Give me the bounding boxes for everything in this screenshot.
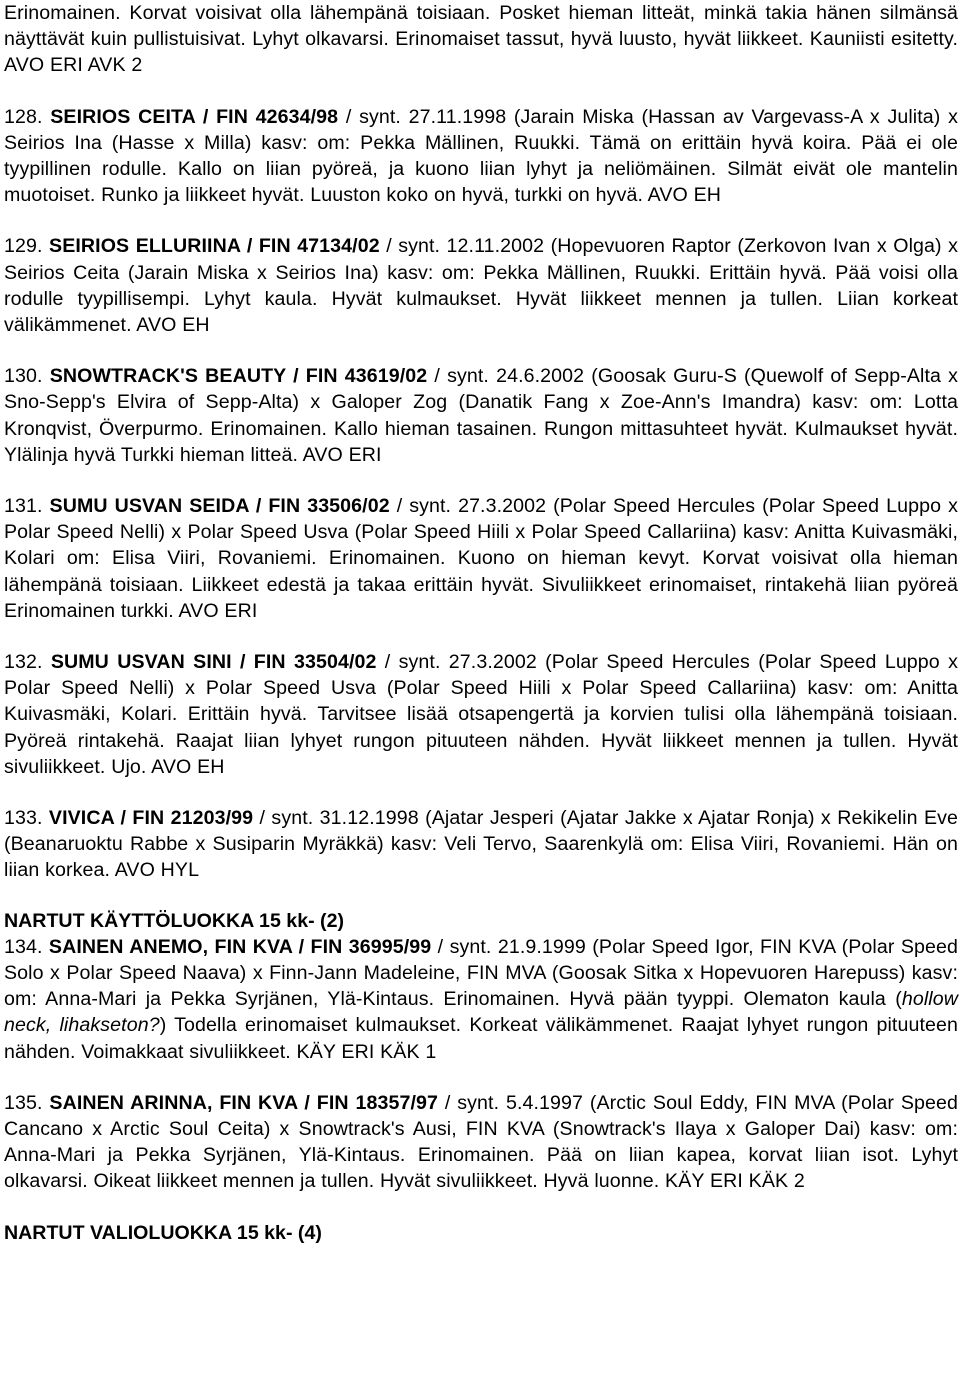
entry-number: 129. [4, 235, 43, 258]
dog-name: SAINEN ARINNA, FIN KVA / FIN 18357/97 [49, 1091, 438, 1114]
class-heading: NARTUT KÄYTTÖLUOKKA 15 kk- (2) [4, 909, 345, 932]
entry-text: / synt. 21.9.1999 (Polar Speed Igor, FIN KVA (Polar Speed Solo x Polar Speed Naava) x Finn-Jann Madeleine, FIN MVA (Goosak Sitka x Hopevuoren Harepuss) kasv: om: Anna-Mari ja Pekka Syrjänen, Ylä-Kintaus. Erinomainen. Hyvä pään tyyppi. Olematon kaula ( [4, 935, 959, 1011]
entry-text: / synt. 12.11.2002 (Hopevuoren Raptor (Zerkovon Ivan x Olga) x Seirios Ceita (Jarain Miska x Seirios Ina) kasv: om: Pekka Mällinen, Ruukki. Erittäin hyvä. Pää voisi olla rodulle tyypillisempi. Lyhyt kaula. Hyvät kulmaukset. Hyvät liikkeet mennen ja tullen. Liian korkeat välikämmenet. AVO EH [4, 235, 959, 337]
entry-text: / synt. 24.6.2002 (Goosak Guru-S (Quewolf of Sepp-Alta x Sno-Sepp's Elvira of Sepp-Alta) x Galoper Zog (Danatik Fang x Zoe-Ann's Imandra) kasv: om: Lotta Kronqvist, Överpurmo. Erinomainen. Kallo hieman tasainen. Rungon mittasuhteet hyvät. Kulmaukset hyvät. Ylälinja hyvä Turkki hieman litteä. AVO ERI [4, 365, 959, 466]
entry-text: / synt. 27.3.2002 (Polar Speed Hercules (Polar Speed Luppo x Polar Speed Nelli) x Polar Speed Usva (Polar Speed Hiili x Polar Speed Callariina) kasv: Anitta Kuivasmäki, Kolari om: Elisa Viiri, Rovaniemi. Erinomainen. Kuono on hieman kevyt. Korvat voisivat olla hieman lähempänä toisiaan. Liikkeet edestä ja takaa erittäin hyvät. Sivuliikkeet erinomaiset, rintakehä liian pyöreä Erinomainen turkki. AVO ERI [4, 495, 959, 622]
entry-continuation [4, 0, 958, 79]
entry-number: 128. [4, 105, 43, 128]
dog-name: SNOWTRACK'S BEAUTY / FIN 43619/02 [49, 365, 428, 388]
entry-number: 133. [4, 807, 43, 830]
entry-133 [4, 805, 958, 884]
entry-number: 132. [4, 651, 43, 674]
dog-name: SEIRIOS ELLURIINA / FIN 47134/02 [49, 235, 380, 258]
dog-name: SUMU USVAN SEIDA / FIN 33506/02 [49, 495, 390, 518]
entry-number: 130. [4, 365, 43, 388]
entry-131 [4, 493, 958, 624]
entry-text: / synt. 27.11.1998 (Jarain Miska (Hassan av Vargevass-A x Julita) x Seirios Ina (Hasse x Milla) kasv: om: Pekka Mällinen, Ruukki. Tämä on erittäin hyvä koira. Pää ei ole tyypillinen rodulle. Kallo on liian pyöreä, ja kuono liian lyhyt ja neliömäinen. Silmät eivät ole mantelin muotoiset. Runko ja liikkeet hyvät. Luuston koko on hyvä, turkki on hyvä. AVO EH [4, 105, 958, 207]
entry-text: Erinomainen. Korvat voisivat olla lähempänä toisiaan. Posket hieman litteät, minkä takia hänen silmänsä näyttävät kuin pullistuisivat. Lyhyt olkavarsi. Erinomaiset tassut, hyvä luusto, hyvät liikkeet. Kauniisti esitetty. AVO ERI AVK 2 [4, 2, 958, 77]
entry-134 [4, 934, 958, 1065]
entry-128 [4, 104, 958, 209]
dog-name: SAINEN ANEMO, FIN KVA / FIN 36995/99 [48, 935, 432, 958]
entry-129 [4, 233, 958, 338]
dog-name: VIVICA / FIN 21203/99 [48, 807, 254, 830]
document-page [4, 0, 958, 1246]
entry-text: / synt. 27.3.2002 (Polar Speed Hercules (Polar Speed Luppo x Polar Speed Nelli) x Polar Speed Usva (Polar Speed Hiili x Polar Speed Callariina) kasv: om: Anitta Kuivasmäki, Kolari. Erittäin hyvä. Tarvitsee lisää otsapengertä ja korvien tulisi olla lähempänä toisiaan. Pyöreä rintakehä. Raajat liian lyhyet rungon pituuteen nähden. Hyvät liikkeet mennen ja tullen. Hyvät sivuliikkeet. Ujo. AVO EH [4, 651, 958, 778]
entry-text: ) Todella erinomaiset kulmaukset. Korkeat välikämmenet. Raajat lyhyet rungon pituuteen nähden. Voimakkaat sivuliikkeet. KÄY ERI KÄK 1 [4, 1014, 958, 1063]
entry-number: 131. [4, 495, 43, 518]
entry-130 [4, 363, 958, 468]
class-heading: NARTUT VALIOLUOKKA 15 kk- (4) [4, 1221, 322, 1244]
entry-text: / synt. 31.12.1998 (Ajatar Jesperi (Ajatar Jakke x Ajatar Ronja) x Rekikelin Eve (Beanaruoktu Rabbe x Susiparin Myräkkä) kasv: Veli Tervo, Saarenkylä om: Elisa Viiri, Rovaniemi. Hän on liian korkea. AVO HYL [4, 807, 959, 882]
entry-number: 135. [4, 1091, 43, 1114]
entry-number: 134. [4, 935, 43, 958]
italic-note: hollow neck, lihakseton? [4, 988, 958, 1037]
entry-135 [4, 1090, 958, 1195]
entry-text: / synt. 5.4.1997 (Arctic Soul Eddy, FIN MVA (Polar Speed Cancano x Arctic Soul Ceita) x Snowtrack's Ausi, FIN KVA (Snowtrack's Ilaya x Galoper Dai) kasv: om: Anna-Mari ja Pekka Syrjänen, Ylä-Kintaus. Erinomainen. Pää on liian kapea, korvat liian isot. Lyhyt olkavarsi. Oikeat liikkeet mennen ja tullen. Hyvät sivuliikkeet. Hyvä luonne. KÄY ERI KÄK 2 [4, 1091, 959, 1193]
dog-name: SUMU USVAN SINI / FIN 33504/02 [50, 651, 377, 674]
dog-name: SEIRIOS CEITA / FIN 42634/98 [50, 105, 339, 128]
entry-132 [4, 649, 958, 780]
